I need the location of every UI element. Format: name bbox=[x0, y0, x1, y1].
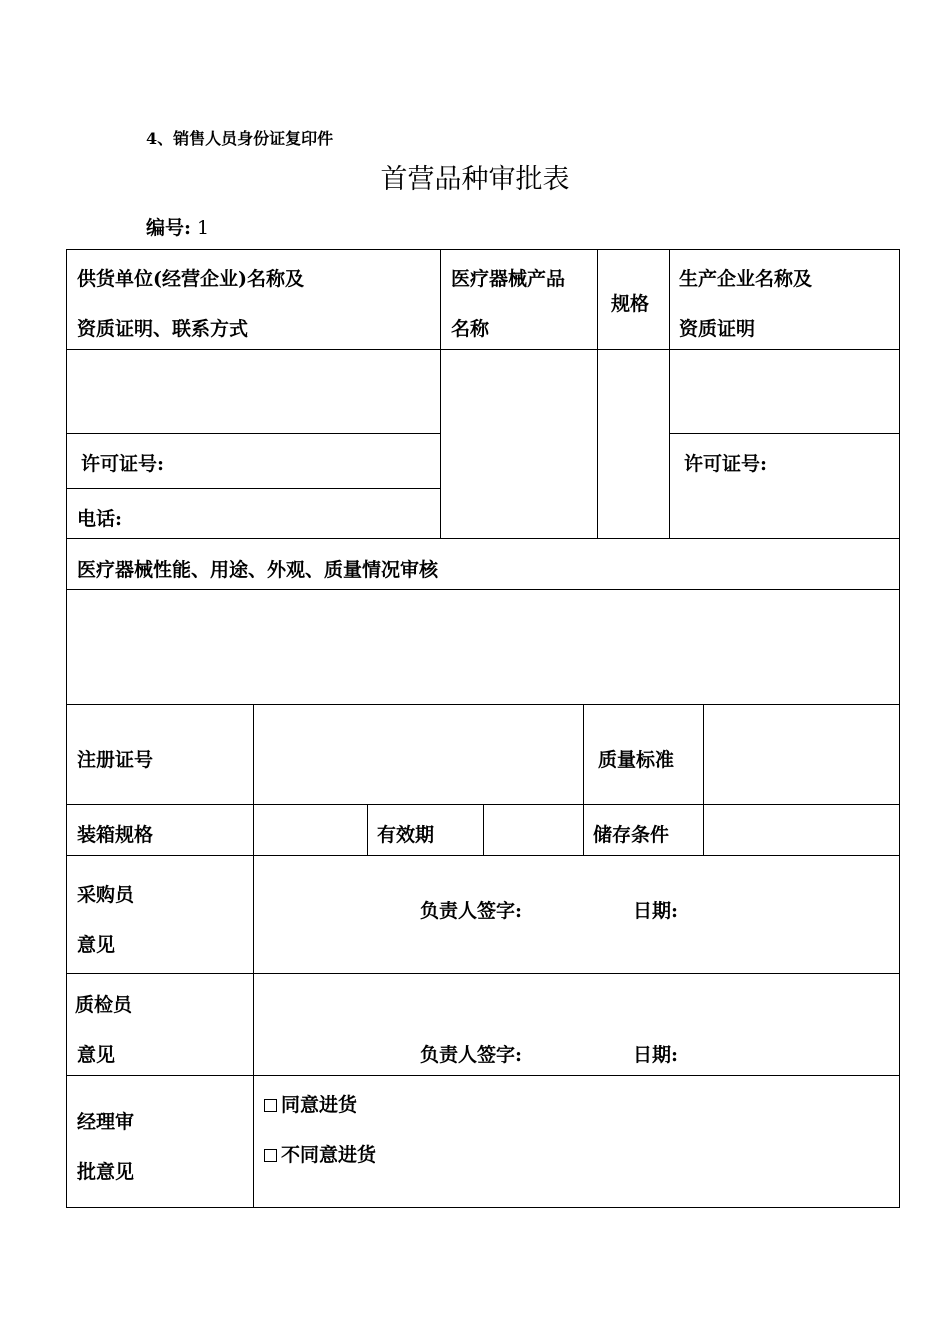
row-line bbox=[66, 433, 440, 434]
manufacturer-license-label: 许可证号: bbox=[684, 453, 768, 475]
section-note: 4、销售人员身份证复印件 bbox=[146, 129, 334, 148]
approve-option-label: 同意进货 bbox=[281, 1094, 358, 1116]
col-line bbox=[440, 249, 441, 538]
supplier-license-label: 许可证号: bbox=[81, 453, 165, 475]
supplier-phone-label: 电话: bbox=[77, 508, 123, 530]
validity-label: 有效期 bbox=[377, 824, 435, 846]
qc-opinion-label-line2: 意见 bbox=[77, 1044, 116, 1066]
row-line bbox=[66, 538, 900, 539]
row-line bbox=[66, 855, 900, 856]
product-name-header-line2: 名称 bbox=[451, 318, 490, 340]
col-line bbox=[597, 249, 598, 538]
row-line bbox=[66, 589, 900, 590]
supplier-header-line2: 资质证明、联系方式 bbox=[77, 318, 249, 340]
qc-sign-label: 负责人签字: bbox=[420, 1044, 523, 1066]
serial-number bbox=[146, 213, 209, 240]
table-border-left bbox=[66, 249, 67, 1207]
row-line bbox=[66, 1075, 900, 1076]
row-line bbox=[66, 704, 900, 705]
col-line bbox=[703, 704, 704, 855]
qc-opinion-label: 质检员 bbox=[75, 994, 133, 1016]
supplier-header: 供货单位(经营企业)名称及 bbox=[77, 268, 304, 290]
row-line bbox=[66, 973, 900, 974]
table-border-top bbox=[66, 249, 900, 250]
col-line bbox=[483, 804, 484, 855]
col-line bbox=[367, 804, 368, 855]
manufacturer-header: 生产企业名称及 bbox=[679, 268, 813, 290]
approve-checkbox[interactable] bbox=[264, 1099, 277, 1112]
reject-option[interactable] bbox=[264, 1140, 376, 1167]
product-name-header: 医疗器械产品 bbox=[451, 268, 566, 290]
table-border-right bbox=[899, 249, 900, 1207]
page-title: 首营品种审批表 bbox=[380, 164, 570, 195]
col-line bbox=[669, 249, 670, 538]
qc-date-label: 日期: bbox=[633, 1044, 679, 1066]
approve-option[interactable] bbox=[264, 1090, 357, 1117]
row-line bbox=[66, 349, 900, 350]
reject-checkbox[interactable] bbox=[264, 1149, 277, 1162]
spec-header: 规格 bbox=[611, 293, 650, 315]
review-section-label: 医疗器械性能、用途、外观、质量情况审核 bbox=[77, 559, 439, 581]
buyer-date-label: 日期: bbox=[633, 900, 679, 922]
serial-label: 编号: bbox=[146, 217, 192, 239]
buyer-opinion-label-line2: 意见 bbox=[77, 934, 116, 956]
buyer-opinion-label: 采购员 bbox=[77, 884, 135, 906]
quality-standard-label: 质量标准 bbox=[598, 749, 675, 771]
reject-option-label: 不同意进货 bbox=[281, 1144, 377, 1166]
table-border-bottom bbox=[66, 1207, 900, 1208]
col-line bbox=[253, 704, 254, 1207]
manager-opinion-label-line2: 批意见 bbox=[77, 1161, 135, 1183]
col-line bbox=[583, 704, 584, 855]
serial-value: 1 bbox=[197, 217, 210, 239]
row-line bbox=[669, 433, 899, 434]
buyer-sign-label: 负责人签字: bbox=[420, 900, 523, 922]
packing-spec-label: 装箱规格 bbox=[77, 824, 154, 846]
row-line bbox=[66, 488, 440, 489]
storage-label: 储存条件 bbox=[593, 824, 670, 846]
registration-label: 注册证号 bbox=[77, 749, 154, 771]
manufacturer-header-line2: 资质证明 bbox=[679, 318, 756, 340]
manager-opinion-label: 经理审 bbox=[77, 1111, 135, 1133]
